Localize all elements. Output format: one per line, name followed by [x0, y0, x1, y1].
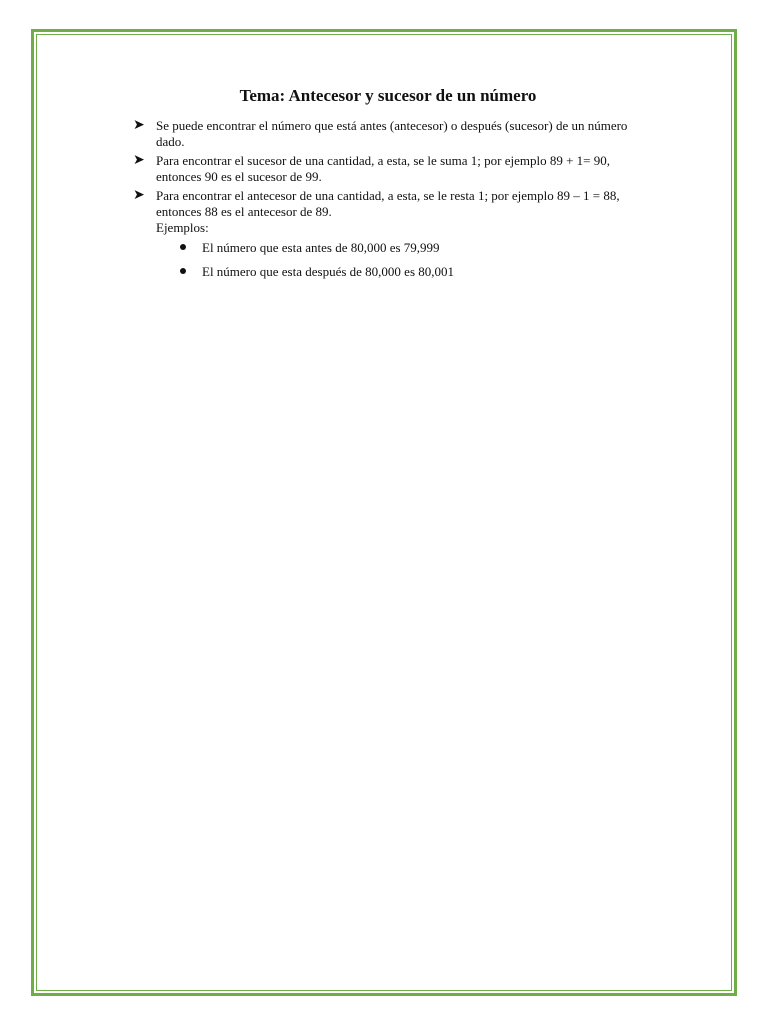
examples-label: Ejemplos: — [156, 220, 209, 235]
example-item-2 — [156, 264, 651, 280]
document-content — [131, 86, 651, 288]
examples-list — [156, 240, 651, 280]
arrowhead-bullet-icon: ➤ — [133, 117, 145, 133]
key-point-1 — [131, 118, 651, 150]
round-bullet-icon — [180, 268, 186, 274]
key-point-text: Para encontrar el sucesor de una cantidad, a esta, se le suma 1; por ejemplo 89 + 1= 90, entonces 90 es el sucesor de 99. — [156, 153, 610, 184]
key-point-2 — [131, 153, 651, 185]
round-bullet-icon — [180, 244, 186, 250]
key-point-text: Para encontrar el antecesor de una cantidad, a esta, se le resta 1; por ejemplo 89 – 1 = 88, entonces 88 es el antecesor de 89. — [156, 188, 620, 219]
arrowhead-bullet-icon: ➤ — [133, 187, 145, 203]
arrowhead-bullet-icon: ➤ — [133, 152, 145, 168]
example-text: El número que esta después de 80,000 es 80,001 — [202, 264, 455, 279]
key-points-list — [131, 118, 651, 280]
document-title: Tema: Antecesor y sucesor de un número — [239, 86, 537, 105]
key-point-3 — [131, 188, 651, 280]
example-item-1 — [156, 240, 651, 256]
key-point-text: Se puede encontrar el número que está antes (antecesor) o después (sucesor) de un número dado. — [156, 118, 628, 149]
example-text: El número que esta antes de 80,000 es 79,999 — [202, 240, 440, 255]
